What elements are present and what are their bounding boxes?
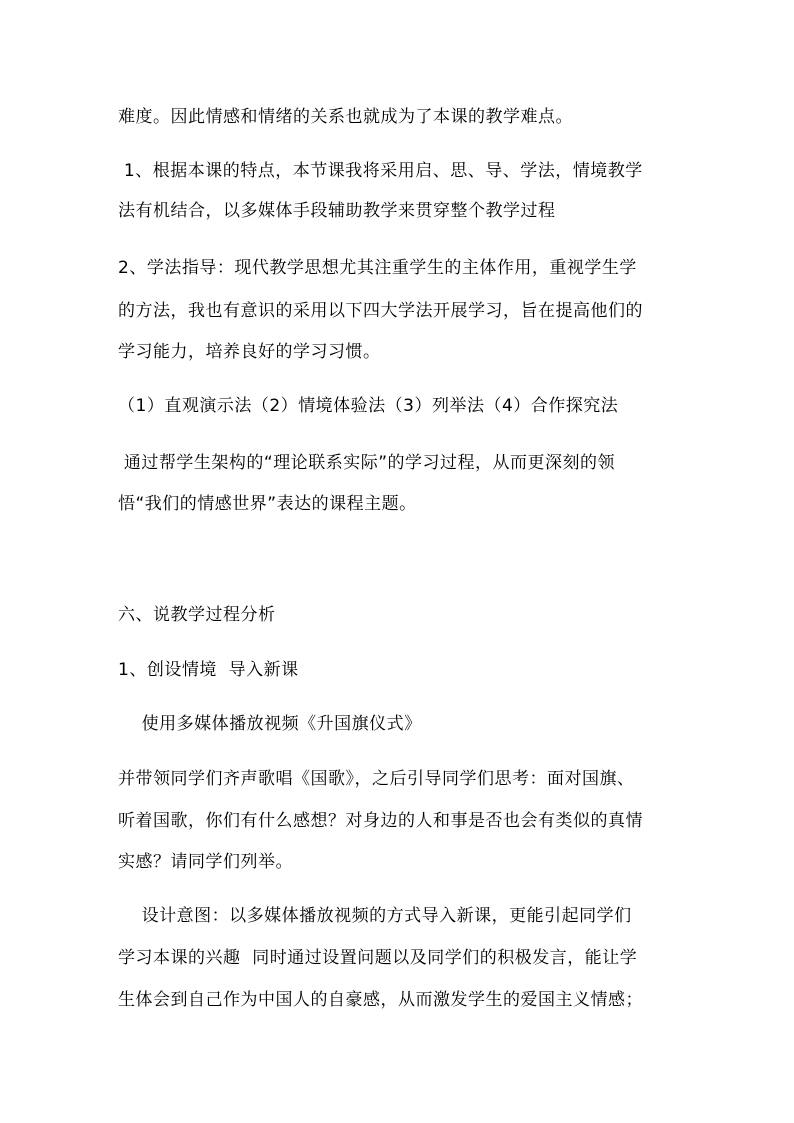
text-line-intent-c: 生体会到自己作为中国人的自豪感，从而激发学生的爱国主义情感；	[118, 990, 643, 1010]
text-line-method-1b: 法有机结合，以多媒体手段辅助教学来贯穿整个教学过程	[118, 201, 556, 221]
text-line-video: 使用多媒体播放视频《升国旗仪式》	[118, 714, 422, 734]
text-line-anthem-c: 实感？请同学们列举。	[118, 852, 293, 872]
subheading-introduction: 1、创设情境 导入新课	[118, 660, 299, 680]
text-line-anthem-a: 并带领同学们齐声歌唱《国歌》，之后引导同学们思考：面对国旗、	[118, 769, 635, 789]
text-line-intent-b: 学习本课的兴趣 同时通过设置问题以及同学们的积极发言，能让学	[118, 948, 638, 968]
text-line-methods-list: （1）直观演示法（2）情境体验法（3）列举法（4）合作探究法	[118, 396, 619, 416]
text-line-difficulty: 难度。因此情感和情绪的关系也就成为了本课的教学难点。	[118, 107, 573, 127]
text-line-intent-a: 设计意图：以多媒体播放视频的方式导入新课，更能引起同学们	[118, 906, 632, 926]
section-heading-process: 六、说教学过程分析	[118, 605, 276, 625]
text-line-theme-b: 悟“我们的情感世界”表达的课程主题。	[118, 494, 417, 514]
text-line-method-2c: 学习能力，培养良好的学习习惯。	[118, 342, 381, 362]
text-line-theme-a: 通过帮学生架构的“理论联系实际”的学习过程，从而更深刻的领	[118, 453, 616, 473]
text-line-method-1a: 1、根据本课的特点，本节课我将采用启、思、导、学法，情境教学	[118, 161, 643, 181]
text-line-anthem-b: 听着国歌，你们有什么感想？对身边的人和事是否也会有类似的真情	[118, 811, 643, 831]
text-line-method-2a: 2、学法指导：现代教学思想尤其注重学生的主体作用，重视学生学	[118, 258, 637, 278]
text-line-method-2b: 的方法，我也有意识的采用以下四大学法开展学习，旨在提高他们的	[118, 301, 643, 321]
